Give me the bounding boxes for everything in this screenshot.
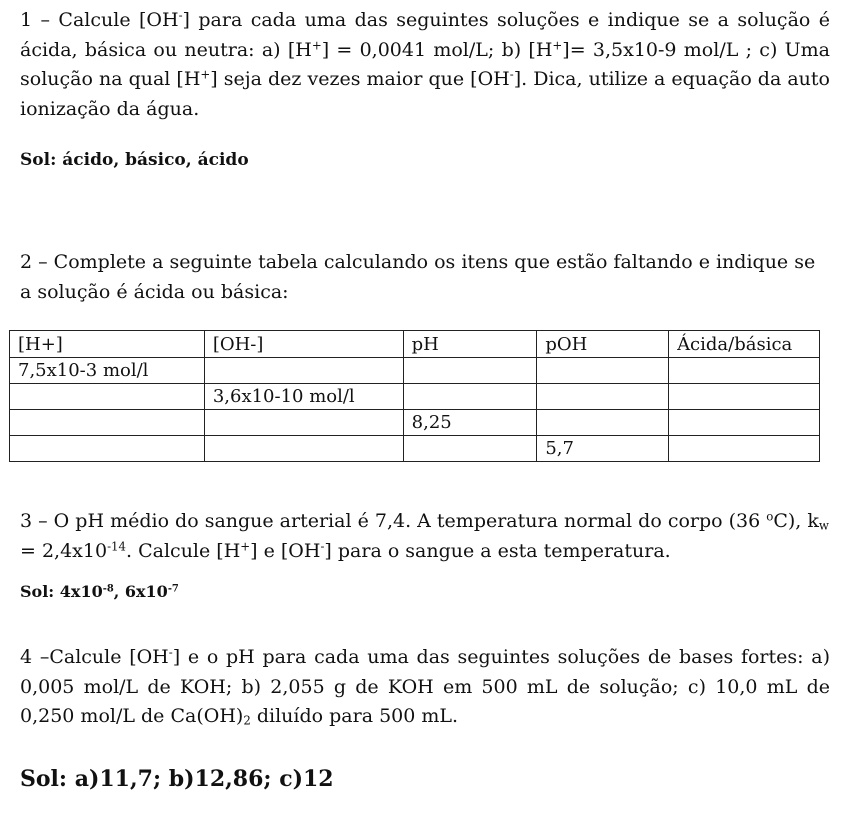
table-cell: [537, 384, 669, 410]
table-row: [10, 384, 820, 410]
header-poh: pOH: [537, 331, 669, 358]
question-2-number: 2: [20, 251, 33, 273]
table-cell: [669, 410, 820, 436]
table-cell: 8,25: [403, 410, 537, 436]
header-ph: pH: [403, 331, 537, 358]
table-row: [10, 358, 820, 384]
question-4-solution: Sol: a)11,7; b)12,86; c)12: [20, 766, 334, 792]
table-cell: [403, 384, 537, 410]
table-cell: [403, 358, 537, 384]
header-acid-base: Ácida/básica: [669, 331, 820, 358]
question-1-number: 1: [20, 9, 33, 31]
table-cell: [537, 358, 669, 384]
table-cell: [204, 436, 403, 462]
table-cell: [10, 410, 205, 436]
table-cell: [669, 384, 820, 410]
table-cell: 3,6x10-10 mol/l: [204, 384, 403, 410]
table-cell: 7,5x10-3 mol/l: [10, 358, 205, 384]
table-row: [10, 410, 820, 436]
question-3-text: 3 – O pH médio do sangue arterial é 7,4. A temperatura normal do corpo (36 $^o$C), $k_w$ = $2,4x10^{-14}$. Calcule [H+] e [OH-] para o sangue a esta temperatura.: [20, 509, 829, 562]
table-cell: [669, 436, 820, 462]
table-cell: 5,7: [537, 436, 669, 462]
table-row: [10, 436, 820, 462]
question-4-number: 4: [20, 646, 33, 668]
table-cell: [10, 436, 205, 462]
table-cell: [204, 358, 403, 384]
question-4-text: 4 –Calcule [OH-] e o pH para cada uma das seguintes soluções de bases fortes: a) 0,005 mol/L de KOH; b) 2,055 g de KOH em 500 mL de solução; c) 10,0 mL de 0,250 mol/L de $Ca(OH)_2$ diluído para 500 mL.: [20, 645, 830, 728]
question-1-text: 1 – Calcule [OH-] para cada uma das seguintes soluções e indique se a solução é ácida, básica ou neutra: a) [H+] = 0,0041 mol/L; b) [H+]= 3,5x10-9 mol/L ; c) Uma solução na qual [H+] seja dez vezes maior que [OH-]. Dica, utilize a equação da auto ionização da água.: [20, 8, 830, 120]
question-3-solution: Sol: $4x10^{-8}$, $6x10^{-7}$: [20, 582, 179, 601]
table-cell: [669, 358, 820, 384]
question-2-text: 2 – Complete a seguinte tabela calculando os itens que estão faltando e indique se a solução é ácida ou básica:: [20, 251, 816, 303]
table-header-row: [10, 331, 820, 358]
table-cell: [537, 410, 669, 436]
ph-table: [9, 330, 820, 462]
table-cell: [10, 384, 205, 410]
header-oh-minus: [OH-]: [204, 331, 403, 358]
question-3-number: 3: [20, 510, 33, 532]
table-cell: [403, 436, 537, 462]
table-cell: [204, 410, 403, 436]
question-1-solution: Sol: ácido, básico, ácido: [20, 150, 249, 170]
header-h-plus: [H+]: [10, 331, 205, 358]
